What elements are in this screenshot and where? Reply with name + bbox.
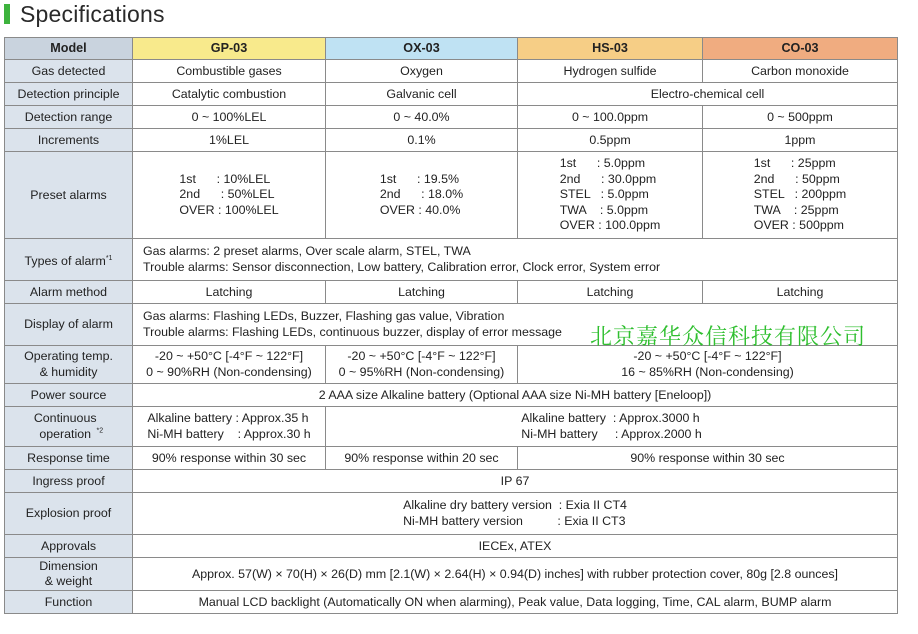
row-label: Ingress proof — [5, 470, 133, 493]
row-label: Detection principle — [5, 83, 133, 106]
row-label: Gas detected — [5, 60, 133, 83]
ox-cell: 90% response within 20 sec — [326, 447, 518, 470]
title-bar — [4, 1, 165, 27]
hs-cell: 0 ~ 100.0ppm — [518, 106, 703, 129]
power-source-cell: 2 AAA size Alkaline battery (Optional AAA size Ni-MH battery [Eneloop]) — [133, 384, 898, 407]
row-explosion-proof — [5, 493, 898, 535]
footnote-mark: *1 — [105, 254, 113, 262]
row-response-time — [5, 447, 898, 470]
ox-cell: -20 ~ +50°C [-4°F ~ 122°F] 0 ~ 95%RH (Non-condensing) — [326, 346, 518, 384]
approvals-cell: IECEx, ATEX — [133, 535, 898, 558]
row-detection-range — [5, 106, 898, 129]
model-ox-03: OX-03 — [326, 38, 518, 60]
hs-co-cell: -20 ~ +50°C [-4°F ~ 122°F] 16 ~ 85%RH (Non-condensing) — [518, 346, 898, 384]
display-of-alarm-cell: Gas alarms: Flashing LEDs, Buzzer, Flashing gas value, Vibration Trouble alarms: Flashing LEDs, continuous buzzer, display of error message — [133, 304, 898, 346]
model-hs-03: HS-03 — [518, 38, 703, 60]
gp-cell: 1%LEL — [133, 129, 326, 152]
model-gp-03: GP-03 — [133, 38, 326, 60]
gp-cell: Combustible gases — [133, 60, 326, 83]
row-label: Alarm method — [5, 281, 133, 304]
preset-co: 1st : 25ppm 2nd : 50ppm STEL : 200ppm TWA : 25ppm OVER : 500ppm — [753, 156, 847, 233]
co-cell — [703, 152, 898, 239]
row-operating-temp — [5, 346, 898, 384]
row-label: Approvals — [5, 535, 133, 558]
title-accent-bar — [4, 4, 10, 24]
hs-cell: Latching — [518, 281, 703, 304]
explosion-proof-cell: Alkaline dry battery version : Exia II CT4 Ni-MH battery version : Exia II CT3 — [133, 493, 898, 535]
co-cell: Latching — [703, 281, 898, 304]
ox-cell: 0 ~ 40.0% — [326, 106, 518, 129]
ingress-proof-cell: IP 67 — [133, 470, 898, 493]
row-continuous-operation — [5, 407, 898, 447]
types-of-alarm-cell: Gas alarms: 2 preset alarms, Over scale alarm, STEL, TWA Trouble alarms: Sensor disconnection, Low battery, Calibration error, Clock error, System error — [133, 239, 898, 281]
row-power-source — [5, 384, 898, 407]
gp-cell: Latching — [133, 281, 326, 304]
co-cell: 1ppm — [703, 129, 898, 152]
model-co-03: CO-03 — [703, 38, 898, 60]
row-alarm-method — [5, 281, 898, 304]
row-label: Function — [5, 591, 133, 614]
ox-cell: 0.1% — [326, 129, 518, 152]
row-label: Response time — [5, 447, 133, 470]
row-dimension — [5, 558, 898, 591]
ox-cell: Latching — [326, 281, 518, 304]
row-label: Power source — [5, 384, 133, 407]
hs-co-cell: Electro-chemical cell — [518, 83, 898, 106]
hs-cell — [518, 152, 703, 239]
gp-cell: 0 ~ 100%LEL — [133, 106, 326, 129]
page-title: Specifications — [20, 0, 165, 27]
others-cell: Alkaline battery : Approx.3000 h Ni-MH battery : Approx.2000 h — [326, 407, 898, 447]
preset-gp: 1st : 10%LEL 2nd : 50%LEL OVER : 100%LEL — [179, 171, 279, 217]
preset-hs: 1st : 5.0ppm 2nd : 30.0ppm STEL : 5.0ppm TWA : 5.0ppm OVER : 100.0ppm — [559, 156, 661, 233]
co-cell: Carbon monoxide — [703, 60, 898, 83]
co-cell: 0 ~ 500ppm — [703, 106, 898, 129]
footnote-mark: *2 — [96, 427, 104, 435]
ox-cell: Galvanic cell — [326, 83, 518, 106]
row-detection-principle — [5, 83, 898, 106]
row-label: Increments — [5, 129, 133, 152]
row-label: Dimension & weight — [5, 558, 133, 591]
row-gas-detected — [5, 60, 898, 83]
row-function — [5, 591, 898, 614]
row-approvals — [5, 535, 898, 558]
header-row — [5, 38, 898, 60]
gp-cell: 90% response within 30 sec — [133, 447, 326, 470]
gp-cell: -20 ~ +50°C [-4°F ~ 122°F] 0 ~ 90%RH (Non-condensing) — [133, 346, 326, 384]
row-label: Operating temp. & humidity — [5, 346, 133, 384]
gp-cell: Catalytic combustion — [133, 83, 326, 106]
gp-cell: Alkaline battery : Approx.35 h Ni-MH battery : Approx.30 h — [133, 407, 326, 447]
company-watermark: 北京嘉华众信科技有限公司 — [590, 325, 867, 350]
dimension-cell: Approx. 57(W) × 70(H) × 26(D) mm [2.1(W) × 2.64(H) × 0.94(D) inches] with rubber protection cover, 80g [2.8 ounces] — [133, 558, 898, 591]
row-label: Continuous operation $^{*2}$ — [5, 407, 133, 447]
row-label: Preset alarms — [5, 152, 133, 239]
hs-cell: 0.5ppm — [518, 129, 703, 152]
row-label: Display of alarm — [5, 304, 133, 346]
model-header: Model — [5, 38, 133, 60]
row-label: Explosion proof — [5, 493, 133, 535]
row-preset-alarms — [5, 152, 898, 239]
ox-cell: Oxygen — [326, 60, 518, 83]
gp-cell — [133, 152, 326, 239]
hs-co-cell: 90% response within 30 sec — [518, 447, 898, 470]
ox-cell — [326, 152, 518, 239]
function-cell: Manual LCD backlight (Automatically ON when alarming), Peak value, Data logging, Time, CAL alarm, BUMP alarm — [133, 591, 898, 614]
row-ingress-proof — [5, 470, 898, 493]
preset-ox: 1st : 19.5% 2nd : 18.0% OVER : 40.0% — [379, 171, 464, 217]
hs-cell: Hydrogen sulfide — [518, 60, 703, 83]
row-label: Detection range — [5, 106, 133, 129]
row-increments — [5, 129, 898, 152]
row-label: Types of alarm$^{*1}$ — [5, 239, 133, 281]
row-types-of-alarm — [5, 239, 898, 281]
